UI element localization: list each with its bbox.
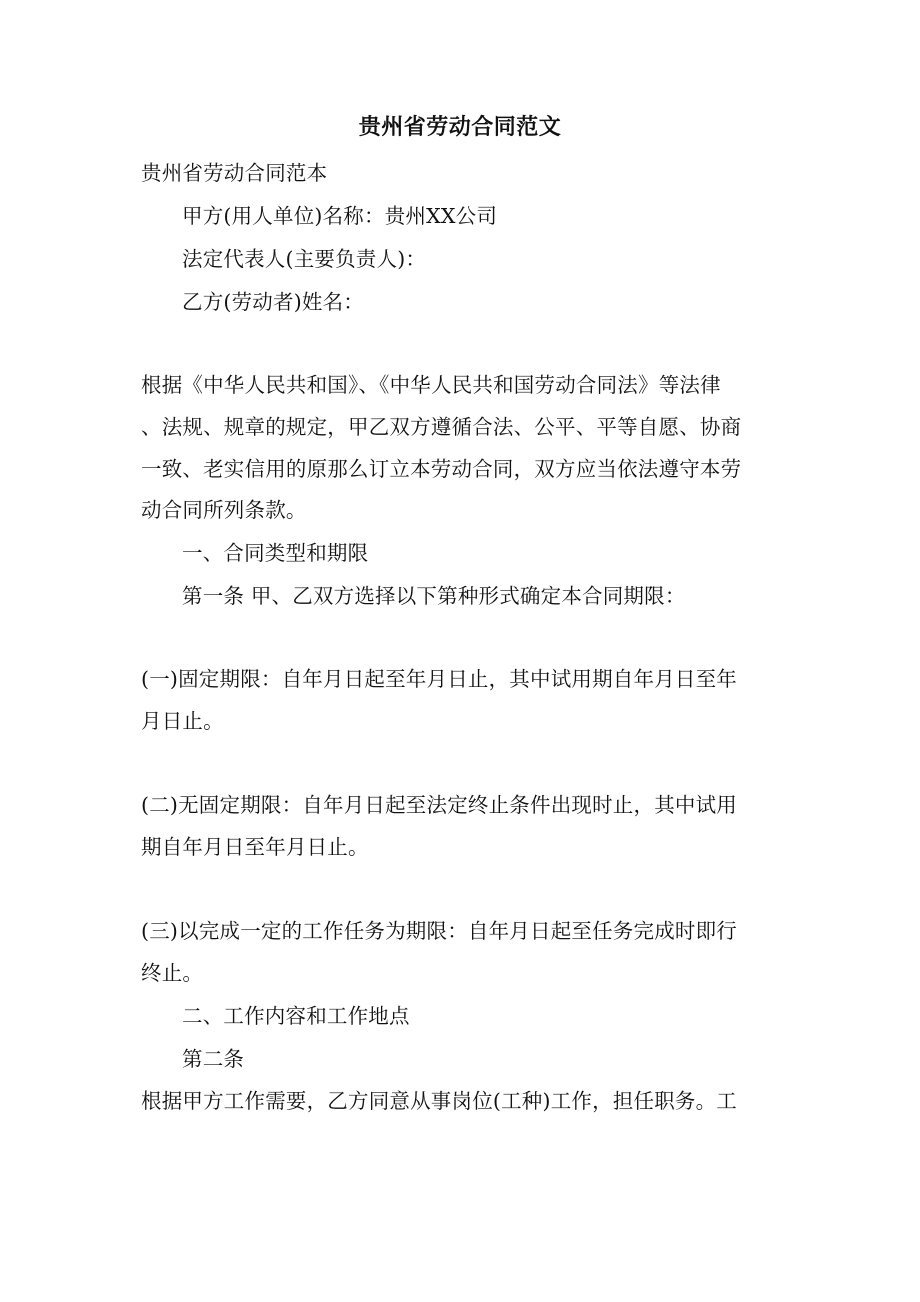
legal-representative-line: 法定代表人(主要负责人)： <box>182 247 427 271</box>
subtitle-line: 贵州省劳动合同范本 <box>141 161 328 185</box>
option-1-line-1: (一)固定期限：自年月日起至年月日止，其中试用期自年月日至年 <box>141 667 737 691</box>
option-3-line-1: (三)以完成一定的工作任务为期限：自年月日起至任务完成时即行 <box>141 919 737 943</box>
party-b-name-line: 乙方(劳动者)姓名： <box>182 290 364 314</box>
article-2-heading: 第二条 <box>182 1047 245 1071</box>
section-1-heading: 一、合同类型和期限 <box>182 541 369 565</box>
preamble-line-4: 动合同所列条款。 <box>141 498 307 522</box>
option-1-line-2: 月日止。 <box>141 709 224 733</box>
preamble-line-3: 一致、老实信用的原那么订立本劳动合同，双方应当依法遵守本劳 <box>141 457 742 481</box>
document-title: 贵州省劳动合同范文 <box>358 114 562 140</box>
preamble-line-1: 根据《中华人民共和国》、《中华人民共和国劳动合同法》等法律 <box>141 373 721 397</box>
article-1-line: 第一条 甲、乙双方选择以下第种形式确定本合同期限： <box>182 584 686 608</box>
article-2-line-1: 根据甲方工作需要，乙方同意从事岗位(工种)工作，担任职务。工 <box>141 1089 737 1113</box>
option-2-line-1: (二)无固定期限：自年月日起至法定终止条件出现时止，其中试用 <box>141 793 737 817</box>
option-2-line-2: 期自年月日至年月日止。 <box>141 835 369 859</box>
option-3-line-2: 终止。 <box>141 961 204 985</box>
preamble-line-2: 、法规、规章的规定，甲乙双方遵循合法、公平、平等自愿、协商 <box>141 415 742 439</box>
section-2-heading: 二、工作内容和工作地点 <box>182 1004 410 1028</box>
party-a-name-line: 甲方(用人单位)名称：贵州XX公司 <box>182 204 498 228</box>
